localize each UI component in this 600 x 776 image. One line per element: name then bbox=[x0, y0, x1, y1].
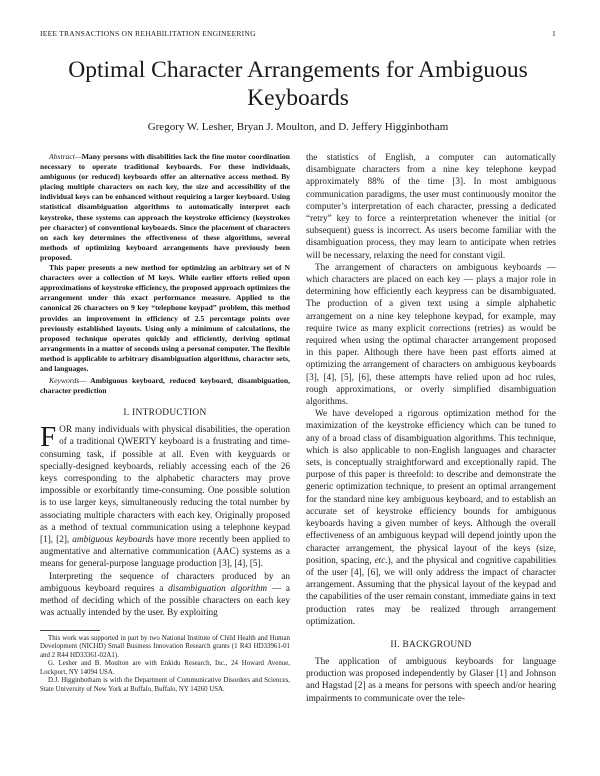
footnote-affiliation-1: G. Lesher and B. Moulton are with Enkidu Research, Inc., 24 Howard Avenue, Lockport, NY 14094 USA. bbox=[40, 660, 290, 676]
abstract-paragraph-1 bbox=[40, 152, 290, 263]
footnote-funding: This work was supported in part by two National Institute of Child Health and Human Development (NICHD) Small Business Innovation Research grants (1 R43 HD33961-01 and 2 R44 HD33361-02A1). bbox=[40, 634, 290, 659]
footnote-affiliation-2: D.J. Higginbotham is with the Department of Communicative Disorders and Sciences, State University of New York at Buffalo, Buffalo, NY 14260 USA. bbox=[40, 677, 290, 694]
intro-text-1b: have more recently been applied to augmentative and alternative communication (AAC) systems as a means for general-purpose language production [3], [4], [5]. bbox=[40, 535, 291, 570]
footnote-rule bbox=[40, 630, 100, 631]
background-paragraph-1: The application of ambiguous keyboards for language production was proposed independently by Glaser [1] and Johnson and Hagstad [2] as a means for persons with speech and/or hearing impairments to communicate over the tele- bbox=[306, 656, 556, 704]
right-paragraph-2: The arrangement of characters on ambiguous keyboards — which characters are placed on each key — plays a major role in determining how efficiently each keypress can be disambiguated. The production of a given text using a simple alphabetic arrangement on a nine key telephone keypad, for example, may require twice as many explicit corrections (retries) as would be required when using the optimal character arrangement proposed in this paper. Although there have been past efforts aimed at optimizing the arrangement of characters on ambiguous keyboards [3], [4], [5], [6], these attempts have relied upon ad hoc rules, rough approximations, or overly simplified disambiguation algorithms. bbox=[306, 262, 556, 408]
right-emphasis-3: etc. bbox=[374, 555, 388, 566]
paper-title: Optimal Character Arrangements for Ambiguous Keyboards bbox=[68, 57, 528, 111]
keywords bbox=[40, 376, 290, 396]
intro-text-2b: — a method of deciding which of the possible characters on each key was actually intended by the user. By exploiting bbox=[40, 583, 290, 619]
abstract-label: Abstract— bbox=[49, 152, 82, 161]
drop-cap: F bbox=[40, 421, 57, 454]
intro-emphasis-1: ambiguous keyboards bbox=[72, 535, 154, 546]
right-paragraph-1: the statistics of English, a computer can automatically disambiguate characters from a nine key telephone keypad approximately 88% of the time [3]. In most ambiguous communication paradigms, the user must continuously monitor the computer’s interpretation of each character, pressing a dedicated “retry” key to force a reinterpretation whenever the initial (or subsequent) guess is incorrect. As users become familiar with the disambiguation process, they may learn to anticipate when retries will be necessary, relaxing the need for constant vigil. bbox=[306, 153, 556, 261]
section-heading-introduction: I. INTRODUCTION bbox=[123, 408, 207, 419]
intro-text-1: OR many individuals with physical disabilities, the operation of a traditional QWERTY keyboard is a frustrating and time-consuming task, if possible at all. Even with keyguards or specially-designed keyboards, reliably accessing each of the 26 keys corresponding to the alphabetic characters may prove impossible or exorbitantly time-consuming. One possible solution is to use larger keys, simultaneously reducing the total number by associating multiple characters with each key. Originally proposed as a method of textual communication using a telephone keypad [1], [2], bbox=[40, 425, 290, 546]
left-column bbox=[40, 152, 290, 695]
right-paragraph-3 bbox=[306, 408, 556, 628]
abstract-paragraph-2: This paper presents a new method for optimizing an arbitrary set of N characters over a collection of M keys. While earlier efforts relied upon approximations of keystroke efficiency, the proposed approach optimizes the arrangement under this exact performance measure. Applied to the canonical 26 characters on 9 key “telephone keypad” problem, this method provides an improvement in efficiency of 2.5 percentage points over previously established layouts. Using only a minimum of calculations, the proposed technique operates quickly and efficiently, deriving optimal arrangements in a matter of seconds using a personal computer. The flexible method is applicable to arbitrary disambiguation algorithms, character sets, and languages. bbox=[40, 263, 290, 373]
running-header bbox=[40, 29, 556, 41]
right-text-3a: We have developed a rigorous optimization method for the maximization of the keystroke efficiency which can be tuned to any of a broad class of disambiguation algorithms. This technique, which is also applicable to non-English languages and character sets, is conceptually straightforward and exceptionally rapid. The purpose of this paper is threefold: to describe and demonstrate the generic optimization technique, to present an optimal arrangement for the standard nine key ambiguous keyboard, and to establish an accurate set of keystroke efficiency bounds for ambiguous keyboards having a given number of keys. Although the overall effectiveness of an ambiguous keypad will depend jointly upon the character arrangement, the physical layout of the keys (size, position, spacing, bbox=[306, 409, 556, 566]
keywords-label: Keywords— bbox=[49, 376, 87, 386]
intro-text-2a: Interpreting the sequence of characters produced by an ambiguous keyboard requires a bbox=[40, 571, 290, 594]
journal-name: IEEE TRANSACTIONS ON REHABILITATION ENGINEERING bbox=[40, 29, 256, 38]
right-text-3b: ), and the physical and cognitive capabilities of the user [4], [6], we will only address the impact of character arrangement. Assuming that the physical layout of the keypad and the capabilities of the user remain constant, immediate gains in text production rates may be realized through arrangement optimization. bbox=[306, 555, 556, 627]
intro-emphasis-2: disambiguation algorithm bbox=[168, 583, 268, 594]
author-list: Gregory W. Lesher, Bryan J. Moulton, and D. Jeffery Higginbotham bbox=[147, 121, 449, 133]
abstract-text-1: Many persons with disabilities lack the fine motor coordination necessary to operate traditional keyboards. For these individuals, ambiguous (or reduced) keyboards offer an alternative access method. By placing multiple characters on each key, the size and accessibility of the individual keys can be enhanced without requiring a larger keyboard. Using statistical disambiguation algorithms to automatically interpret each keystroke, these systems can approach the keystroke efficiency (keystrokes per character) of conventional keyboards. Since the placement of characters on each key determines the effectiveness of these algorithms, several methods of optimizing keyboard arrangements have previously been proposed. bbox=[40, 152, 290, 262]
keywords-text: Ambiguous keyboard, reduced keyboard, disambiguation, character prediction bbox=[40, 376, 290, 396]
intro-paragraph-1 bbox=[40, 421, 291, 570]
section-heading-background: II. BACKGROUND bbox=[390, 639, 472, 650]
page-number: 1 bbox=[552, 29, 556, 38]
intro-paragraph-2 bbox=[40, 571, 290, 620]
right-column bbox=[306, 152, 556, 705]
